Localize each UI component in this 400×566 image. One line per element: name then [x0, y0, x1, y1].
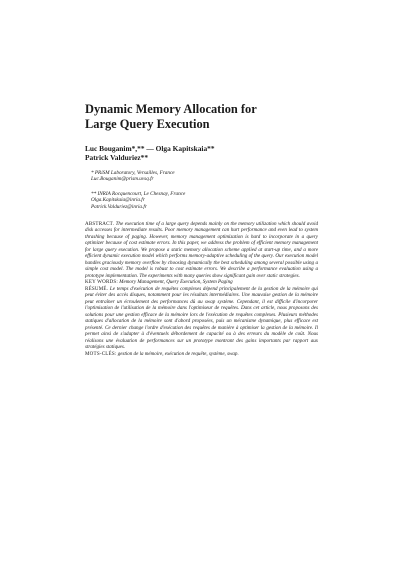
resume-label: RÉSUMÉ.	[85, 285, 109, 292]
authors-line-2: Patrick Valduriez**	[85, 153, 149, 163]
abstract-block	[85, 221, 318, 358]
abstract-paragraph	[85, 221, 318, 280]
author-list	[85, 144, 318, 162]
affiliation-inria-email-1: Olga.Kapitskaia@inria.fr	[91, 197, 145, 204]
title-line-2: Large Query Execution	[85, 116, 210, 131]
motscles-text: gestion de la mémoire, exécution de requête, système, swap.	[117, 350, 239, 357]
keywords-label: KEY WORDS:	[85, 279, 118, 286]
title-line-1: Dynamic Memory Allocation for	[85, 102, 257, 116]
resume-text: Le temps d'exécution de requêtes complexes dépend principalement de la gestion de la mémoire qui peut éviter des accès disques, notamment pour les résultats intermédiaires. Une mauvaise gestion de la mémoire peut entraîner un écroulement des performances dû au swap système. Cependant, il est difficile d'incorporer l'optimisation de l'utilisation de la mémoire dans l'optimiseur de requêtes. Dans cet article, nous proposons des solutions pour une gestion efficace de la mémoire lors de l'exécution de requêtes complexes. Plusieurs méthodes statiques d'allocation de la mémoire sont d'abord proposées, puis un mécanisme dynamique, plus efficace est présenté. Ce dernier change l'ordre d'exécution des requêtes de manière à optimiser la gestion de la mémoire. Il permet ainsi de s'adapter à d'éventuels débordement de capacité ou à des erreurs du modèle de coût. Nous réalisons une évaluation de performances sur un prototype montrant des gains importants par rapport aux stratégies statiques.	[85, 285, 318, 351]
affiliation-inria-email-2: Patrick.Valduriez@inria.fr	[91, 203, 147, 210]
paper-page	[85, 102, 318, 357]
motscles-paragraph	[85, 351, 318, 358]
affiliation-prism	[91, 170, 318, 183]
motscles-label: MOTS-CLÉS:	[85, 350, 117, 357]
affiliation-prism-email: Luc.Bouganim@prism.uvsq.fr	[91, 176, 154, 183]
abstract-text: The execution time of a large query depends mainly on the memory utilization which should avoid disk accesses for intermediate results. Poor memory management can hurt performance and even lead to system thrashing because of paging. However, memory management optimization is hard to incorporate in a query optimizer because of cost estimate errors. In this paper, we address the problem of efficient memory management for large query execution. We propose a static memory allocation scheme applied at start-up time, and a more efficient dynamic execution model which performs memory-adaptive scheduling of the query. Our execution model handles graciously memory overflow by choosing dynamically the best scheduling among several possible using a simple cost model. The model is robust to cost estimate errors. We describe a performance evaluation using a prototype implementation. The experiments with many queries show significant gain over static strategies.	[85, 220, 318, 279]
authors-line-1: Luc Bouganim*,** — Olga Kapitskaia**	[85, 144, 215, 154]
affiliation-inria	[91, 191, 318, 211]
keywords-text: Memory Management, Query Execution, System Paging	[119, 279, 233, 286]
affiliation-inria-institution: ** INRIA Rocquencourt, Le Chesnay, France	[91, 190, 186, 197]
abstract-label: ABSTRACT.	[85, 220, 115, 227]
affiliation-prism-institution: * PRiSM Laboratory, Versailles, France	[91, 169, 175, 176]
resume-paragraph	[85, 286, 318, 351]
paper-title	[85, 102, 318, 131]
